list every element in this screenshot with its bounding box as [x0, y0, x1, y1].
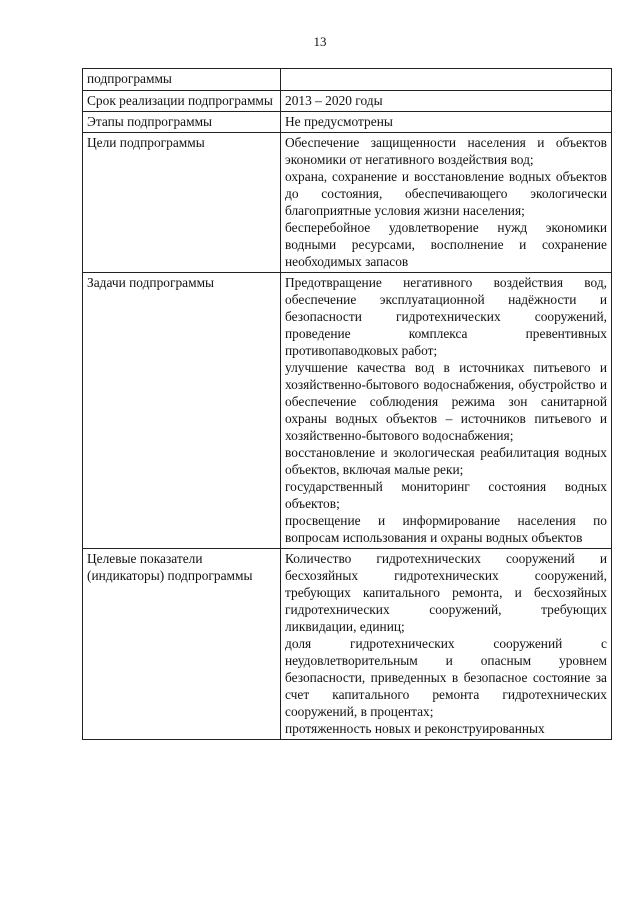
- value-paragraph: восстановление и экологическая реабилитация водных объектов, включая малые реки;: [285, 445, 607, 477]
- table-row: [83, 112, 612, 133]
- value-paragraph: государственный мониторинг состояния водных объектов;: [285, 479, 607, 511]
- row-label: Этапы подпрограммы: [83, 112, 281, 133]
- value-paragraph: просвещение и информирование населения по вопросам использования и охраны водных объектов: [285, 513, 607, 545]
- value-paragraph: доля гидротехнических сооружений с неудовлетворительным и опасным уровнем безопасности, приведенных в безопасное состояние за счет капитального ремонта гидротехнических сооружений, в процентах;: [285, 636, 607, 719]
- table-row: [83, 273, 612, 549]
- value-paragraph: улучшение качества вод в источниках питьевого и хозяйственно-бытового водоснабжения, обустройство и обеспечение соблюдения режима зон санитарной охраны водных объектов – источников питьевого и хозяйственно-бытового водоснабжения;: [285, 360, 607, 443]
- value-paragraph: Обеспечение защищенности населения и объектов экономики от негативного воздействия вод;: [285, 135, 607, 167]
- page-number: 13: [313, 34, 327, 49]
- row-value: [281, 69, 612, 91]
- row-value: [281, 549, 612, 740]
- table-row: [83, 69, 612, 91]
- value-paragraph: бесперебойное удовлетворение нужд экономики водными ресурсами, восполнение и сохранение необходимых запасов: [285, 220, 607, 269]
- value-paragraph: Количество гидротехнических сооружений и бесхозяйных гидротехнических сооружений, требующих капитального ремонта, и бесхозяйных гидротехнических сооружений, требующих ликвидации, единиц;: [285, 551, 607, 634]
- table-row: [83, 91, 612, 112]
- value-paragraph: Предотвращение негативного воздействия вод, обеспечение эксплуатационной надёжности и безопасности гидротехнических сооружений, проведение комплекса превентивных противопаводковых работ;: [285, 275, 607, 358]
- row-label: подпрограммы: [83, 69, 281, 91]
- row-value: [281, 91, 612, 112]
- table-row: [83, 133, 612, 273]
- row-value: [281, 273, 612, 549]
- value-paragraph: Не предусмотрены: [285, 114, 393, 129]
- row-value: [281, 133, 612, 273]
- value-paragraph: 2013 – 2020 годы: [285, 93, 383, 108]
- row-label: Срок реализации подпрограммы: [83, 91, 281, 112]
- subprogram-passport-table: [82, 68, 612, 740]
- value-paragraph: охрана, сохранение и восстановление водных объектов до состояния, обеспечивающего экологически благоприятные условия жизни населения;: [285, 169, 607, 218]
- row-value: [281, 112, 612, 133]
- row-label: Задачи подпрограммы: [83, 273, 281, 549]
- row-label: Цели подпрограммы: [83, 133, 281, 273]
- row-label: Целевые показатели (индикаторы) подпрограммы: [83, 549, 281, 740]
- table-row: [83, 549, 612, 740]
- value-paragraph: протяженность новых и реконструированных: [285, 721, 545, 736]
